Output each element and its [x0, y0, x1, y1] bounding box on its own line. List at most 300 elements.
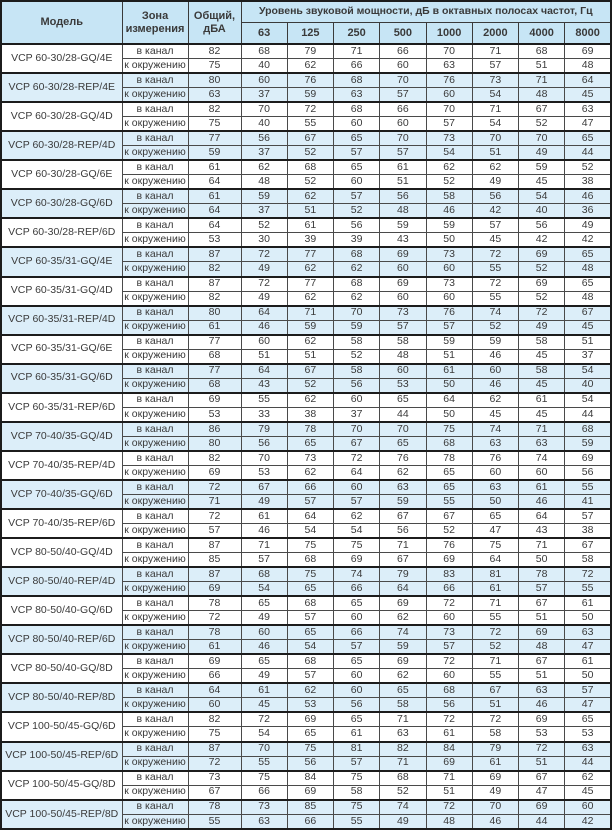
- band-level-500hz: 59: [380, 494, 426, 509]
- band-level-63hz: 60: [241, 625, 287, 640]
- band-level-2000hz: 63: [472, 480, 518, 495]
- band-level-8000hz: 45: [565, 320, 611, 335]
- band-level-63hz: 46: [241, 524, 287, 539]
- model-name: VCP 60-30/28-GQ/6E: [1, 160, 122, 189]
- band-level-500hz: 60: [380, 291, 426, 306]
- total-dba-value: 78: [188, 625, 241, 640]
- band-level-1000hz: 72: [426, 596, 472, 611]
- band-level-2000hz: 72: [472, 625, 518, 640]
- band-level-8000hz: 63: [565, 102, 611, 117]
- band-level-2000hz: 63: [472, 436, 518, 451]
- measurement-zone: к окружению: [122, 349, 188, 364]
- band-level-63hz: 56: [241, 131, 287, 146]
- band-level-2000hz: 70: [472, 800, 518, 815]
- measurement-zone: в канал: [122, 596, 188, 611]
- measurement-zone: в канал: [122, 422, 188, 437]
- band-level-500hz: 76: [380, 451, 426, 466]
- band-level-63hz: 63: [241, 814, 287, 829]
- band-level-8000hz: 41: [565, 494, 611, 509]
- band-level-125hz: 68: [287, 596, 333, 611]
- band-level-63hz: 61: [241, 509, 287, 524]
- total-dba-value: 87: [188, 277, 241, 292]
- band-level-4000hz: 56: [519, 218, 565, 233]
- band-level-63hz: 37: [241, 204, 287, 219]
- band-level-4000hz: 63: [519, 436, 565, 451]
- band-level-250hz: 62: [334, 291, 380, 306]
- table-row: [1, 625, 611, 640]
- band-level-2000hz: 67: [472, 683, 518, 698]
- band-level-1000hz: 71: [426, 771, 472, 786]
- band-level-8000hz: 38: [565, 175, 611, 190]
- band-level-125hz: 62: [287, 393, 333, 408]
- band-level-500hz: 49: [380, 814, 426, 829]
- band-level-8000hz: 65: [565, 247, 611, 262]
- total-dba-value: 87: [188, 742, 241, 757]
- table-row: [1, 277, 611, 292]
- band-level-125hz: 51: [287, 349, 333, 364]
- band-level-250hz: 60: [334, 175, 380, 190]
- band-level-250hz: 66: [334, 625, 380, 640]
- band-level-250hz: 56: [334, 218, 380, 233]
- band-level-2000hz: 74: [472, 306, 518, 321]
- band-level-125hz: 62: [287, 59, 333, 74]
- band-level-500hz: 69: [380, 247, 426, 262]
- total-dba-value: 75: [188, 117, 241, 132]
- band-level-125hz: 53: [287, 698, 333, 713]
- band-level-2000hz: 69: [472, 771, 518, 786]
- band-level-4000hz: 43: [519, 524, 565, 539]
- band-level-8000hz: 72: [565, 567, 611, 582]
- band-level-63hz: 54: [241, 727, 287, 742]
- freq-header-250: 250: [334, 23, 380, 45]
- band-level-63hz: 64: [241, 306, 287, 321]
- band-level-1000hz: 60: [426, 291, 472, 306]
- band-level-500hz: 43: [380, 233, 426, 248]
- table-row: [1, 800, 611, 815]
- band-level-1000hz: 60: [426, 611, 472, 626]
- band-level-8000hz: 42: [565, 233, 611, 248]
- band-level-8000hz: 61: [565, 654, 611, 669]
- band-level-4000hz: 69: [519, 712, 565, 727]
- band-level-500hz: 53: [380, 378, 426, 393]
- band-level-250hz: 58: [334, 364, 380, 379]
- band-level-125hz: 79: [287, 44, 333, 59]
- total-dba-value: 61: [188, 189, 241, 204]
- total-dba-value: 71: [188, 494, 241, 509]
- band-level-2000hz: 62: [472, 160, 518, 175]
- band-level-63hz: 49: [241, 494, 287, 509]
- band-level-2000hz: 56: [472, 189, 518, 204]
- band-level-2000hz: 54: [472, 88, 518, 103]
- band-level-63hz: 60: [241, 335, 287, 350]
- band-level-4000hz: 42: [519, 233, 565, 248]
- model-name: VCP 70-40/35-REP/6D: [1, 509, 122, 538]
- total-dba-value: 61: [188, 640, 241, 655]
- band-level-250hz: 60: [334, 480, 380, 495]
- band-level-2000hz: 55: [472, 291, 518, 306]
- band-level-63hz: 60: [241, 73, 287, 88]
- band-level-1000hz: 51: [426, 785, 472, 800]
- total-dba-value: 82: [188, 102, 241, 117]
- band-level-8000hz: 55: [565, 582, 611, 597]
- band-level-4000hz: 58: [519, 364, 565, 379]
- table-row: [1, 538, 611, 553]
- model-name: VCP 60-35/31-GQ/4D: [1, 277, 122, 306]
- band-level-2000hz: 64: [472, 553, 518, 568]
- band-level-4000hz: 63: [519, 683, 565, 698]
- measurement-zone: к окружению: [122, 233, 188, 248]
- band-level-63hz: 68: [241, 44, 287, 59]
- band-level-4000hz: 64: [519, 509, 565, 524]
- band-level-1000hz: 72: [426, 654, 472, 669]
- band-level-125hz: 54: [287, 524, 333, 539]
- band-level-63hz: 52: [241, 218, 287, 233]
- band-level-1000hz: 60: [426, 669, 472, 684]
- measurement-zone: к окружению: [122, 146, 188, 161]
- band-level-8000hz: 48: [565, 291, 611, 306]
- band-level-4000hz: 52: [519, 117, 565, 132]
- band-level-125hz: 56: [287, 756, 333, 771]
- total-dba-value: 66: [188, 669, 241, 684]
- measurement-zone: к окружению: [122, 698, 188, 713]
- band-level-8000hz: 44: [565, 146, 611, 161]
- band-level-250hz: 68: [334, 277, 380, 292]
- band-level-500hz: 58: [380, 335, 426, 350]
- table-row: [1, 683, 611, 698]
- band-level-125hz: 59: [287, 320, 333, 335]
- model-name: VCP 60-35/31-REP/6D: [1, 393, 122, 422]
- measurement-zone: к окружению: [122, 669, 188, 684]
- band-level-125hz: 57: [287, 494, 333, 509]
- table-row: [1, 480, 611, 495]
- band-level-63hz: 79: [241, 422, 287, 437]
- measurement-zone: к окружению: [122, 436, 188, 451]
- band-level-4000hz: 51: [519, 756, 565, 771]
- band-level-8000hz: 44: [565, 407, 611, 422]
- band-level-2000hz: 52: [472, 320, 518, 335]
- band-level-2000hz: 42: [472, 204, 518, 219]
- band-level-500hz: 48: [380, 204, 426, 219]
- band-level-8000hz: 69: [565, 451, 611, 466]
- column-header-zone: Зона измерения: [122, 1, 188, 44]
- band-level-250hz: 58: [334, 785, 380, 800]
- band-level-250hz: 64: [334, 465, 380, 480]
- total-dba-value: 61: [188, 320, 241, 335]
- total-dba-value: 87: [188, 247, 241, 262]
- band-level-2000hz: 79: [472, 742, 518, 757]
- model-name: VCP 70-40/35-REP/4D: [1, 451, 122, 480]
- band-level-125hz: 67: [287, 131, 333, 146]
- band-level-4000hz: 69: [519, 625, 565, 640]
- band-level-500hz: 70: [380, 131, 426, 146]
- table-row: [1, 654, 611, 669]
- band-level-500hz: 74: [380, 625, 426, 640]
- band-level-8000hz: 38: [565, 524, 611, 539]
- model-name: VCP 80-50/40-GQ/4D: [1, 538, 122, 567]
- band-level-1000hz: 59: [426, 335, 472, 350]
- table-row: [1, 160, 611, 175]
- band-level-1000hz: 57: [426, 320, 472, 335]
- band-level-63hz: 40: [241, 117, 287, 132]
- band-level-63hz: 73: [241, 800, 287, 815]
- band-level-500hz: 74: [380, 800, 426, 815]
- band-level-125hz: 78: [287, 422, 333, 437]
- total-dba-value: 64: [188, 683, 241, 698]
- total-dba-value: 68: [188, 349, 241, 364]
- total-dba-value: 77: [188, 335, 241, 350]
- total-dba-value: 77: [188, 131, 241, 146]
- total-dba-value: 57: [188, 524, 241, 539]
- band-level-500hz: 66: [380, 102, 426, 117]
- band-level-500hz: 68: [380, 771, 426, 786]
- band-level-63hz: 65: [241, 596, 287, 611]
- band-level-250hz: 57: [334, 640, 380, 655]
- band-level-500hz: 64: [380, 582, 426, 597]
- band-level-4000hz: 71: [519, 73, 565, 88]
- band-level-1000hz: 76: [426, 73, 472, 88]
- band-level-4000hz: 68: [519, 44, 565, 59]
- total-dba-value: 64: [188, 175, 241, 190]
- band-level-1000hz: 54: [426, 146, 472, 161]
- band-level-250hz: 66: [334, 59, 380, 74]
- band-level-125hz: 62: [287, 189, 333, 204]
- total-dba-value: 80: [188, 306, 241, 321]
- band-level-250hz: 70: [334, 306, 380, 321]
- band-level-2000hz: 57: [472, 218, 518, 233]
- total-dba-value: 72: [188, 480, 241, 495]
- table-row: [1, 422, 611, 437]
- band-level-250hz: 60: [334, 117, 380, 132]
- band-level-2000hz: 74: [472, 422, 518, 437]
- measurement-zone: к окружению: [122, 262, 188, 277]
- band-level-500hz: 65: [380, 393, 426, 408]
- measurement-zone: в канал: [122, 480, 188, 495]
- band-level-125hz: 69: [287, 712, 333, 727]
- band-level-500hz: 62: [380, 669, 426, 684]
- band-level-8000hz: 67: [565, 306, 611, 321]
- band-level-500hz: 44: [380, 407, 426, 422]
- measurement-zone: в канал: [122, 189, 188, 204]
- table-row: [1, 306, 611, 321]
- total-dba-value: 75: [188, 727, 241, 742]
- model-name: VCP 60-35/31-GQ/6D: [1, 364, 122, 393]
- band-level-250hz: 58: [334, 335, 380, 350]
- band-level-2000hz: 59: [472, 335, 518, 350]
- band-level-1000hz: 70: [426, 102, 472, 117]
- band-level-63hz: 46: [241, 320, 287, 335]
- band-level-63hz: 70: [241, 451, 287, 466]
- measurement-zone: в канал: [122, 800, 188, 815]
- band-level-4000hz: 46: [519, 494, 565, 509]
- total-dba-value: 69: [188, 393, 241, 408]
- band-level-63hz: 46: [241, 640, 287, 655]
- band-level-1000hz: 61: [426, 727, 472, 742]
- band-level-250hz: 52: [334, 204, 380, 219]
- band-level-1000hz: 46: [426, 204, 472, 219]
- column-header-model: Модель: [1, 1, 122, 44]
- band-level-250hz: 65: [334, 596, 380, 611]
- band-level-125hz: 62: [287, 465, 333, 480]
- band-level-125hz: 38: [287, 407, 333, 422]
- total-dba-value: 75: [188, 59, 241, 74]
- total-dba-value: 72: [188, 509, 241, 524]
- band-level-125hz: 75: [287, 567, 333, 582]
- band-level-63hz: 54: [241, 582, 287, 597]
- band-level-125hz: 84: [287, 771, 333, 786]
- band-level-250hz: 59: [334, 320, 380, 335]
- total-dba-value: 82: [188, 451, 241, 466]
- band-level-1000hz: 67: [426, 509, 472, 524]
- band-level-4000hz: 45: [519, 349, 565, 364]
- model-name: VCP 100-50/45-GQ/8D: [1, 771, 122, 800]
- band-level-2000hz: 75: [472, 538, 518, 553]
- model-name: VCP 100-50/45-GQ/6D: [1, 712, 122, 741]
- band-level-63hz: 72: [241, 277, 287, 292]
- band-level-500hz: 57: [380, 88, 426, 103]
- table-row: [1, 131, 611, 146]
- band-level-4000hz: 61: [519, 393, 565, 408]
- freq-header-500: 500: [380, 23, 426, 45]
- total-dba-value: 78: [188, 800, 241, 815]
- band-level-125hz: 69: [287, 785, 333, 800]
- measurement-zone: к окружению: [122, 117, 188, 132]
- band-level-8000hz: 63: [565, 742, 611, 757]
- band-level-125hz: 77: [287, 277, 333, 292]
- band-level-4000hz: 69: [519, 277, 565, 292]
- band-level-125hz: 64: [287, 509, 333, 524]
- band-level-63hz: 55: [241, 393, 287, 408]
- band-level-2000hz: 49: [472, 175, 518, 190]
- band-level-4000hz: 51: [519, 59, 565, 74]
- table-row: [1, 451, 611, 466]
- band-level-8000hz: 45: [565, 785, 611, 800]
- band-level-250hz: 54: [334, 524, 380, 539]
- band-level-250hz: 74: [334, 567, 380, 582]
- model-name: VCP 70-40/35-GQ/6D: [1, 480, 122, 509]
- band-level-125hz: 65: [287, 582, 333, 597]
- band-level-8000hz: 36: [565, 204, 611, 219]
- band-level-4000hz: 71: [519, 422, 565, 437]
- band-level-1000hz: 61: [426, 364, 472, 379]
- band-level-2000hz: 72: [472, 247, 518, 262]
- band-level-63hz: 55: [241, 756, 287, 771]
- band-level-8000hz: 68: [565, 422, 611, 437]
- measurement-zone: в канал: [122, 131, 188, 146]
- band-level-250hz: 75: [334, 800, 380, 815]
- band-level-500hz: 71: [380, 538, 426, 553]
- band-level-125hz: 75: [287, 742, 333, 757]
- band-level-500hz: 60: [380, 117, 426, 132]
- band-level-2000hz: 49: [472, 785, 518, 800]
- model-name: VCP 60-30/28-REP/6D: [1, 218, 122, 247]
- band-level-1000hz: 84: [426, 742, 472, 757]
- total-dba-value: 59: [188, 146, 241, 161]
- band-level-250hz: 57: [334, 756, 380, 771]
- band-level-250hz: 68: [334, 73, 380, 88]
- band-level-1000hz: 50: [426, 407, 472, 422]
- band-level-8000hz: 63: [565, 625, 611, 640]
- band-level-500hz: 59: [380, 218, 426, 233]
- table-row: [1, 771, 611, 786]
- band-level-8000hz: 54: [565, 364, 611, 379]
- band-level-1000hz: 62: [426, 160, 472, 175]
- band-level-2000hz: 62: [472, 393, 518, 408]
- band-level-4000hz: 70: [519, 131, 565, 146]
- column-header-spl-title: Уровень звуковой мощности, дБ в октавных полосах частот, Гц: [241, 1, 611, 23]
- band-level-500hz: 65: [380, 683, 426, 698]
- band-level-1000hz: 60: [426, 88, 472, 103]
- measurement-zone: в канал: [122, 160, 188, 175]
- band-level-63hz: 49: [241, 611, 287, 626]
- model-name: VCP 100-50/45-REP/8D: [1, 800, 122, 829]
- band-level-1000hz: 63: [426, 59, 472, 74]
- band-level-500hz: 66: [380, 44, 426, 59]
- band-level-8000hz: 51: [565, 335, 611, 350]
- band-level-125hz: 66: [287, 480, 333, 495]
- band-level-125hz: 52: [287, 146, 333, 161]
- band-level-2000hz: 60: [472, 364, 518, 379]
- band-level-500hz: 71: [380, 756, 426, 771]
- table-row: [1, 218, 611, 233]
- band-level-250hz: 55: [334, 814, 380, 829]
- band-level-4000hz: 51: [519, 611, 565, 626]
- measurement-zone: к окружению: [122, 640, 188, 655]
- band-level-8000hz: 57: [565, 683, 611, 698]
- band-level-125hz: 62: [287, 683, 333, 698]
- band-level-2000hz: 81: [472, 567, 518, 582]
- band-level-1000hz: 48: [426, 814, 472, 829]
- table-row: [1, 567, 611, 582]
- freq-header-1000: 1000: [426, 23, 472, 45]
- band-level-500hz: 63: [380, 480, 426, 495]
- band-level-1000hz: 52: [426, 175, 472, 190]
- band-level-4000hz: 45: [519, 175, 565, 190]
- band-level-4000hz: 59: [519, 160, 565, 175]
- band-level-8000hz: 48: [565, 262, 611, 277]
- band-level-4000hz: 44: [519, 814, 565, 829]
- band-level-250hz: 57: [334, 189, 380, 204]
- band-level-4000hz: 72: [519, 742, 565, 757]
- band-level-1000hz: 51: [426, 349, 472, 364]
- band-level-500hz: 69: [380, 654, 426, 669]
- total-dba-value: 73: [188, 771, 241, 786]
- band-level-250hz: 65: [334, 131, 380, 146]
- freq-header-2000: 2000: [472, 23, 518, 45]
- band-level-8000hz: 47: [565, 640, 611, 655]
- band-level-250hz: 75: [334, 538, 380, 553]
- band-level-63hz: 65: [241, 654, 287, 669]
- band-level-63hz: 71: [241, 538, 287, 553]
- model-name: VCP 80-50/40-REP/6D: [1, 625, 122, 654]
- band-level-4000hz: 52: [519, 262, 565, 277]
- band-level-63hz: 40: [241, 59, 287, 74]
- band-level-63hz: 70: [241, 102, 287, 117]
- band-level-250hz: 39: [334, 233, 380, 248]
- band-level-2000hz: 57: [472, 59, 518, 74]
- band-level-250hz: 81: [334, 742, 380, 757]
- total-dba-value: 87: [188, 538, 241, 553]
- band-level-8000hz: 61: [565, 596, 611, 611]
- band-level-250hz: 65: [334, 712, 380, 727]
- band-level-125hz: 72: [287, 102, 333, 117]
- band-level-125hz: 59: [287, 88, 333, 103]
- table-row: [1, 712, 611, 727]
- band-level-125hz: 68: [287, 160, 333, 175]
- measurement-zone: в канал: [122, 567, 188, 582]
- band-level-4000hz: 47: [519, 785, 565, 800]
- total-dba-value: 78: [188, 596, 241, 611]
- band-level-125hz: 76: [287, 73, 333, 88]
